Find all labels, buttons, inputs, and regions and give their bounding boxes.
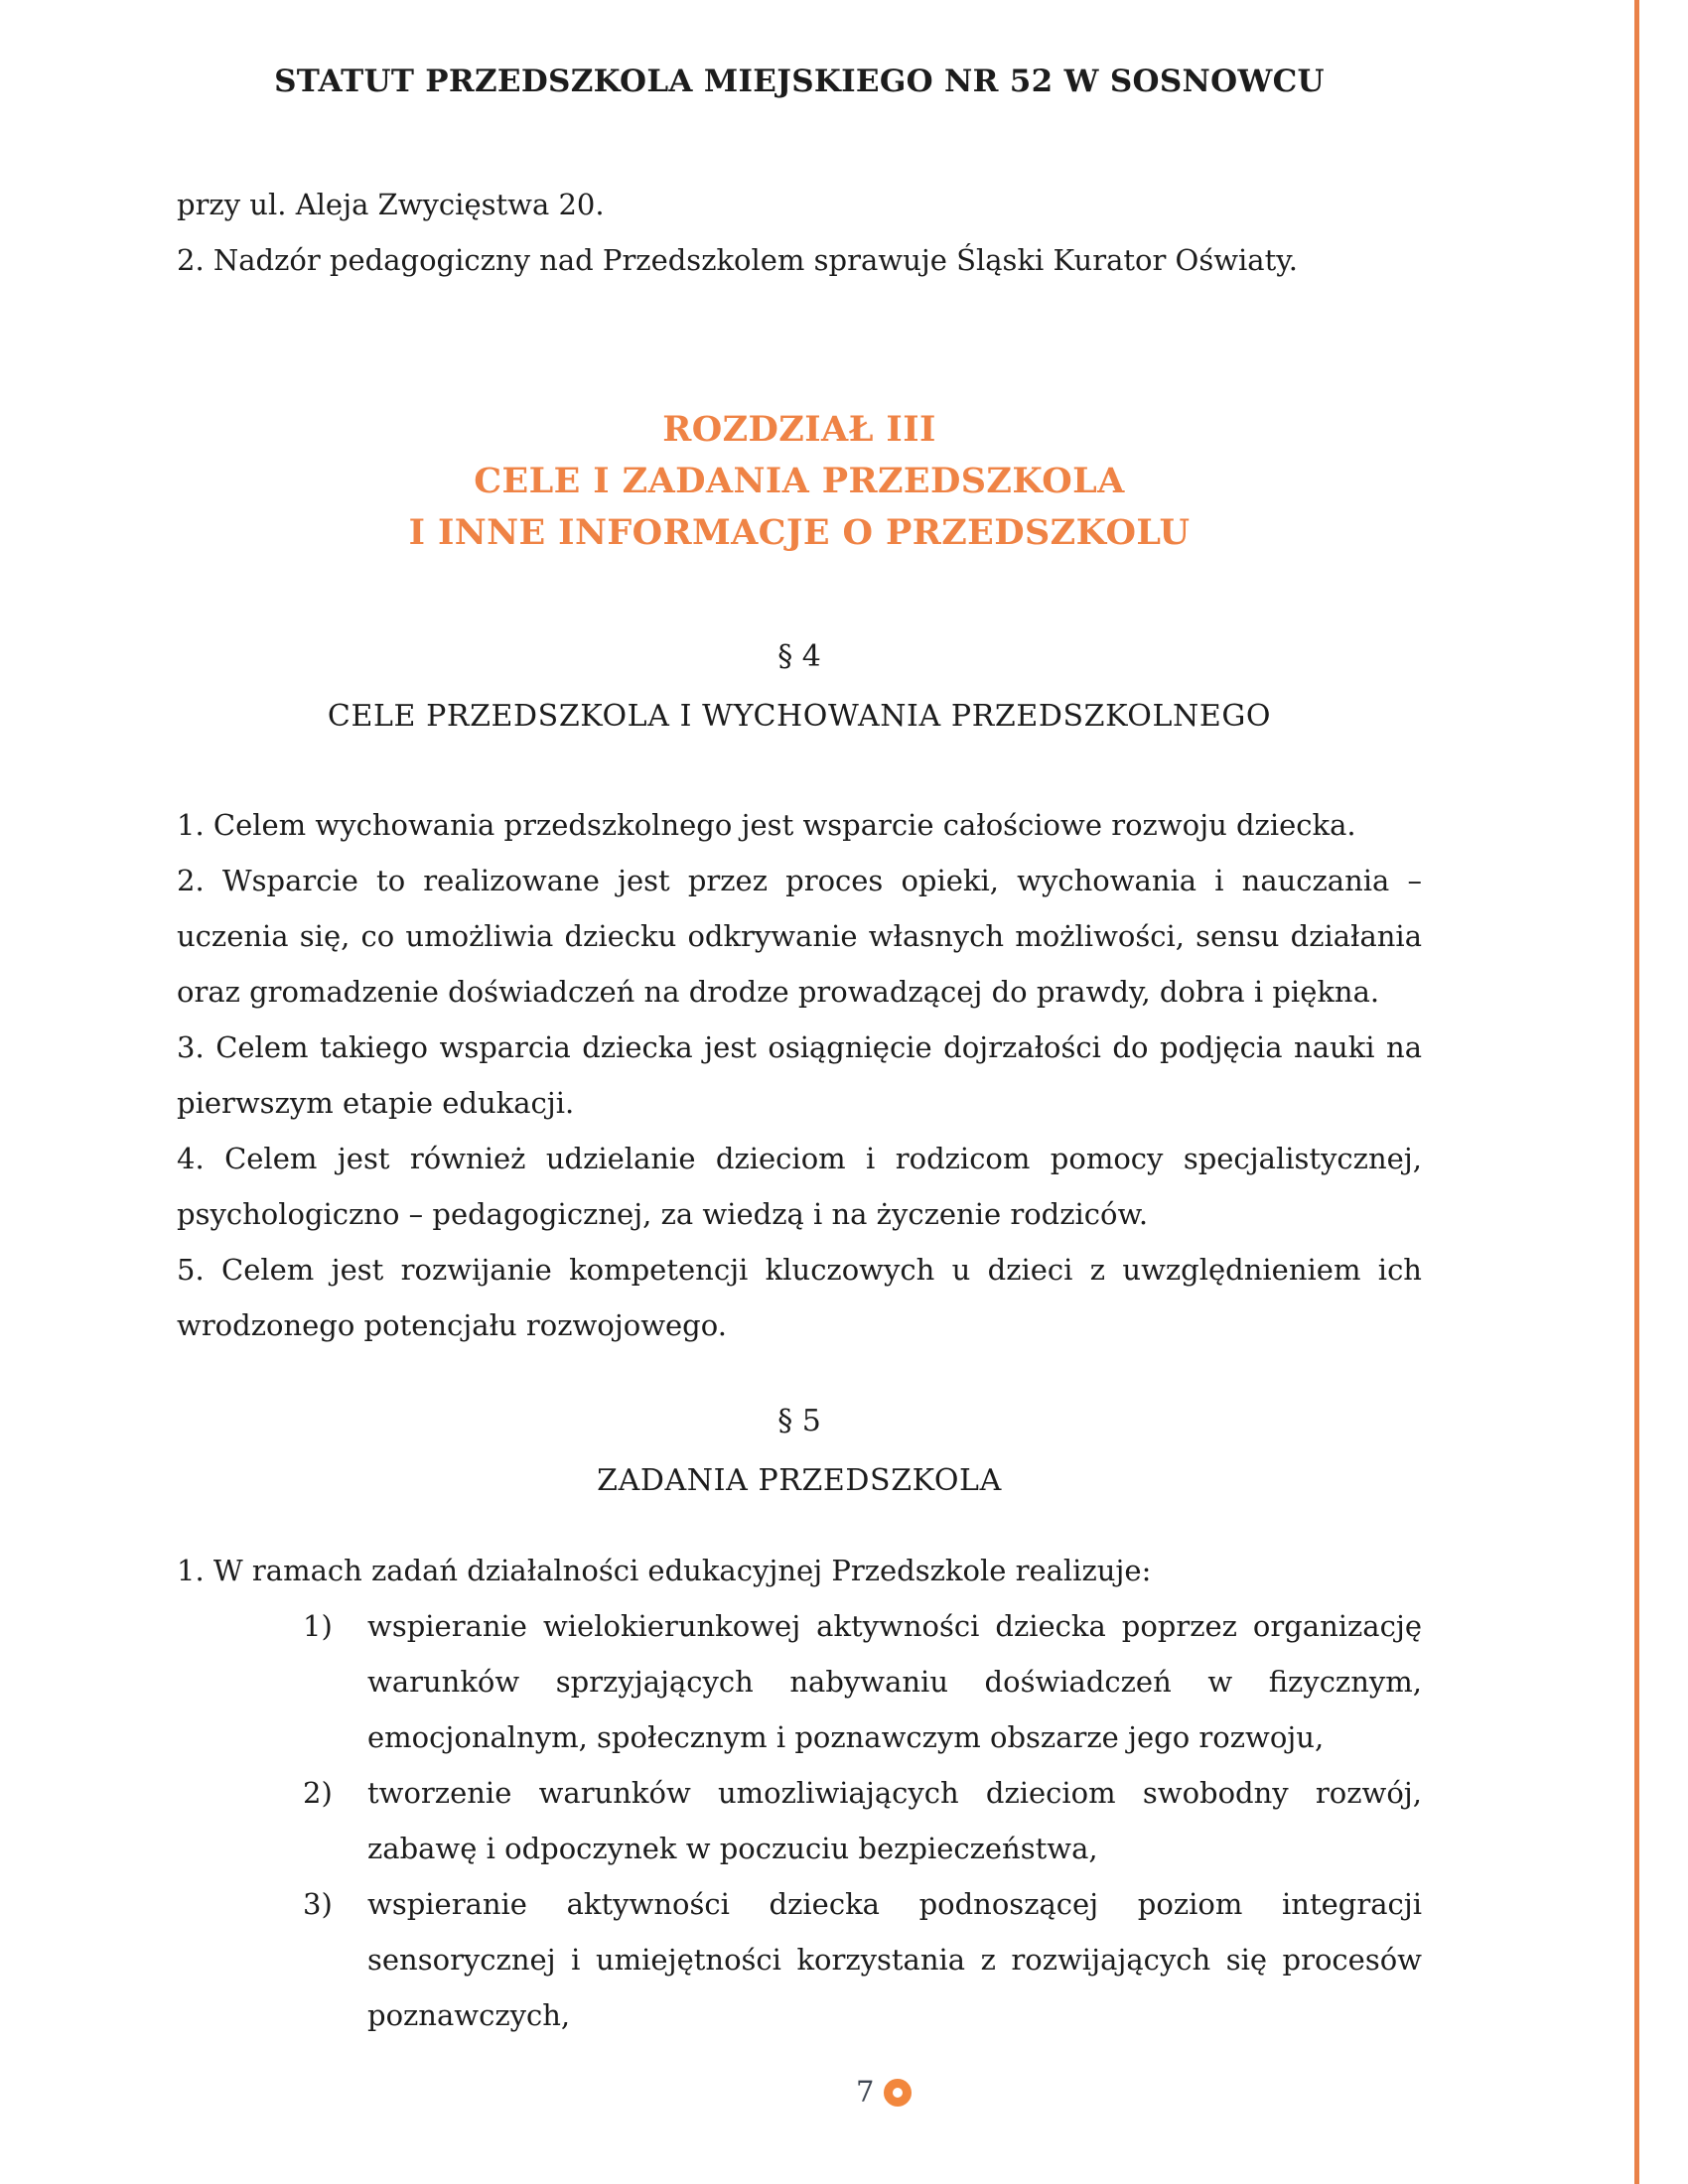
paragraph: 1. Celem wychowania przedszkolnego jest wsparcie całościowe rozwoju dziecka.	[177, 808, 1356, 842]
page-accent-rule	[1634, 0, 1639, 2184]
chapter-heading-line: I INNE INFORMACJE O PRZEDSZKOLU	[408, 512, 1191, 553]
tasks-list	[177, 1598, 1422, 2043]
paragraph: 2. Wsparcie to realizowane jest przez proces opieki, wychowania i nauczania – uczenia się, co umożliwia dziecku odkrywanie własnych możliwości, sensu działania oraz gromadzenie doświadczeń na drodze prowadzącej do prawdy, dobra i piękna.	[177, 864, 1422, 1009]
orange-donut-icon	[884, 2079, 912, 2107]
document-title: STATUT PRZEDSZKOLA MIEJSKIEGO NR 52 W SOSNOWCU	[274, 64, 1325, 99]
paragraph: 3. Celem takiego wsparcia dziecka jest osiągnięcie dojrzałości do podjęcia nauki na pierwszym etapie edukacji.	[177, 1030, 1422, 1120]
page-footer	[856, 2071, 912, 2113]
section-4	[177, 629, 1422, 1353]
intro-line: przy ul. Aleja Zwycięstwa 20.	[177, 188, 605, 221]
chapter-heading	[177, 404, 1422, 559]
paragraph: 5. Celem jest rozwijanie kompetencji kluczowych u dzieci z uwzględnieniem ich wrodzonego potencjału rozwojowego.	[177, 1253, 1422, 1342]
list-item-marker: 3)	[303, 1887, 333, 1921]
section-4-title: CELE PRZEDSZKOLA I WYCHOWANIA PRZEDSZKOLNEGO	[327, 699, 1272, 734]
list-item-text: wspieranie wielokierunkowej aktywności dziecka poprzez organizację warunków sprzyjających nabywaniu doświadczeń w fizycznym, emocjonalnym, społecznym i poznawczym obszarze jego rozwoju,	[367, 1609, 1422, 1754]
list-item	[177, 1765, 1422, 1876]
chapter-heading-line: CELE I ZADANIA PRZEDSZKOLA	[474, 461, 1125, 501]
list-item	[177, 1598, 1422, 1765]
section-4-paragraphs	[177, 797, 1422, 1353]
list-item-marker: 1)	[303, 1609, 333, 1643]
intro-section	[177, 177, 1422, 288]
page-number: 7	[856, 2075, 875, 2109]
section-5	[177, 1394, 1422, 2043]
section-5-mark: § 5	[777, 1404, 821, 1438]
section-5-title: ZADANIA PRZEDSZKOLA	[597, 1463, 1002, 1498]
section-5-intro: 1. W ramach zadań działalności edukacyjnej Przedszkole realizuje:	[177, 1554, 1152, 1587]
section-4-mark: § 4	[777, 639, 821, 674]
list-item	[177, 1876, 1422, 2043]
paragraph: 4. Celem jest również udzielanie dzieciom i rodzicom pomocy specjalistycznej, psychologiczno – pedagogicznej, za wiedzą i na życzenie rodziców.	[177, 1142, 1422, 1231]
document-content	[177, 0, 1422, 2043]
intro-line: 2. Nadzór pedagogiczny nad Przedszkolem sprawuje Śląski Kurator Oświaty.	[177, 243, 1299, 277]
list-item-text: wspieranie aktywności dziecka podnoszącej poziom integracji sensorycznej i umiejętności korzystania z rozwijających się procesów poznawczych,	[367, 1887, 1422, 2032]
list-item-marker: 2)	[303, 1776, 333, 1810]
list-item-text: tworzenie warunków umozliwiających dzieciom swobodny rozwój, zabawę i odpoczynek w poczuciu bezpieczeństwa,	[367, 1776, 1422, 1865]
chapter-heading-line: ROZDZIAŁ III	[662, 409, 936, 450]
